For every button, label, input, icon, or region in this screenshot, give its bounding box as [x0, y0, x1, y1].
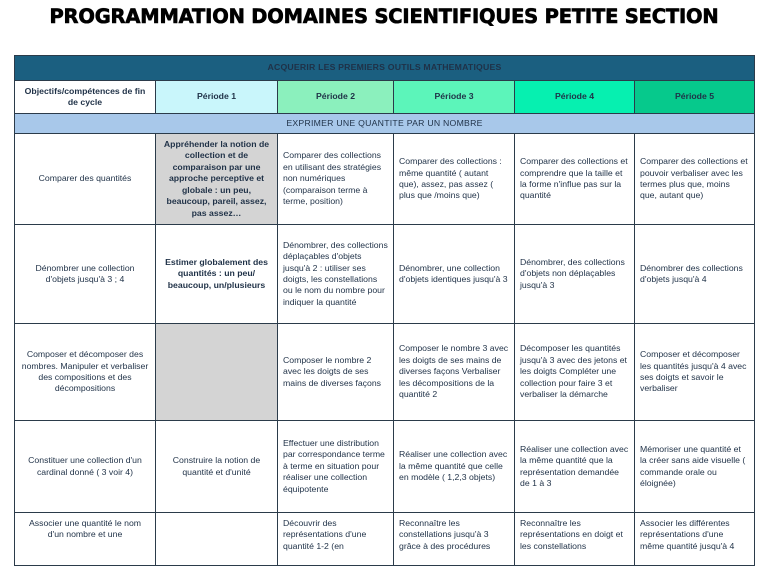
column-header-periode-2: Période 2: [278, 81, 394, 114]
row-periode-3: Composer le nombre 3 avec les doigts de ses mains de diverses façons Verbaliser les décompositions de la quantité 2: [394, 324, 515, 421]
row-periode-4: Reconnaître les représentations en doigt et les constellations: [515, 513, 635, 566]
row-objective: Constituer une collection d'un cardinal donné ( 3 voir 4): [15, 421, 156, 513]
row-periode-3: Comparer des collections : même quantité ( autant que), assez, pas assez ( plus que /moins que): [394, 134, 515, 225]
section-band-row: [15, 114, 755, 134]
row-periode-1: Appréhender la notion de collection et de comparaison par une approche perceptive et globale : un peu, beaucoup, pareil, assez, pas assez…: [156, 134, 278, 225]
column-header-periode-1: Période 1: [156, 81, 278, 114]
row-periode-4: Réaliser une collection avec la même quantité que la représentation demandée de 1 à 3: [515, 421, 635, 513]
row-periode-5: Composer et décomposer les quantités jusqu'à 4 avec ses doigts et savoir le verbaliser: [635, 324, 755, 421]
row-periode-2: Comparer des collections en utilisant des stratégies non numériques (comparaison terme à terme, position): [278, 134, 394, 225]
table-row: [15, 134, 755, 225]
row-objective: Composer et décomposer des nombres. Manipuler et verbaliser des compositions et des décompositions: [15, 324, 156, 421]
row-periode-3: Reconnaître les constellations jusqu'à 3 grâce à des procédures: [394, 513, 515, 566]
row-periode-1: Estimer globalement des quantités : un peu/ beaucoup, un/plusieurs: [156, 225, 278, 324]
row-periode-1: Construire la notion de quantité et d'unité: [156, 421, 278, 513]
table-banner: ACQUERIR LES PREMIERS OUTILS MATHEMATIQUES: [15, 56, 755, 81]
row-periode-4: Décomposer les quantités jusqu'à 3 avec des jetons et les doigts Compléter une collection pour faire 3 et verbaliser la démarche: [515, 324, 635, 421]
programmation-table-container: [14, 55, 754, 566]
row-objective: Comparer des quantités: [15, 134, 156, 225]
programmation-table: [14, 55, 755, 566]
row-periode-2: Effectuer une distribution par correspondance terme à terme en situation pour réaliser une collection équipotente: [278, 421, 394, 513]
table-row: [15, 225, 755, 324]
row-periode-2: Découvrir des représentations d'une quantité 1-2 (en: [278, 513, 394, 566]
section-band-exprimer-quantite: EXPRIMER UNE QUANTITE PAR UN NOMBRE: [15, 114, 755, 134]
row-periode-2: Composer le nombre 2 avec les doigts de ses mains de diverses façons: [278, 324, 394, 421]
row-periode-1: [156, 324, 278, 421]
row-periode-4: Dénombrer, des collections d'objets non déplaçables jusqu'à 3: [515, 225, 635, 324]
row-objective: Associer une quantité le nom d'un nombre et une: [15, 513, 156, 566]
row-periode-1: [156, 513, 278, 566]
column-header-periode-3: Période 3: [394, 81, 515, 114]
table-header-row: [15, 81, 755, 114]
row-periode-5: Comparer des collections et pouvoir verbaliser avec les termes plus que, moins que, autant que): [635, 134, 755, 225]
row-periode-5: Mémoriser une quantité et la créer sans aide visuelle ( commande orale ou éloignée): [635, 421, 755, 513]
row-periode-3: Réaliser une collection avec la même quantité que celle en modèle ( 1,2,3 objets): [394, 421, 515, 513]
row-periode-3: Dénombrer, une collection d'objets identiques jusqu'à 3: [394, 225, 515, 324]
table-row: [15, 421, 755, 513]
column-header-periode-5: Période 5: [635, 81, 755, 114]
page-title: PROGRAMMATION DOMAINES SCIENTIFIQUES PETITE SECTION: [49, 5, 719, 28]
row-periode-5: Dénombrer des collections d'objets jusqu'à 4: [635, 225, 755, 324]
column-header-periode-4: Période 4: [515, 81, 635, 114]
table-row: [15, 324, 755, 421]
row-periode-2: Dénombrer, des collections déplaçables d'objets jusqu'à 2 : utiliser ses doigts, les constellations ou le nom du nombre pour indiquer la quantité: [278, 225, 394, 324]
row-periode-4: Comparer des collections et comprendre que la taille et la forme n'influe pas sur la quantité: [515, 134, 635, 225]
table-banner-row: [15, 56, 755, 81]
row-periode-5: Associer les différentes représentations d'une même quantité jusqu'à 4: [635, 513, 755, 566]
table-row: [15, 513, 755, 566]
column-header-objectifs: Objectifs/compétences de fin de cycle: [15, 81, 156, 114]
row-objective: Dénombrer une collection d'objets jusqu'à 3 ; 4: [15, 225, 156, 324]
